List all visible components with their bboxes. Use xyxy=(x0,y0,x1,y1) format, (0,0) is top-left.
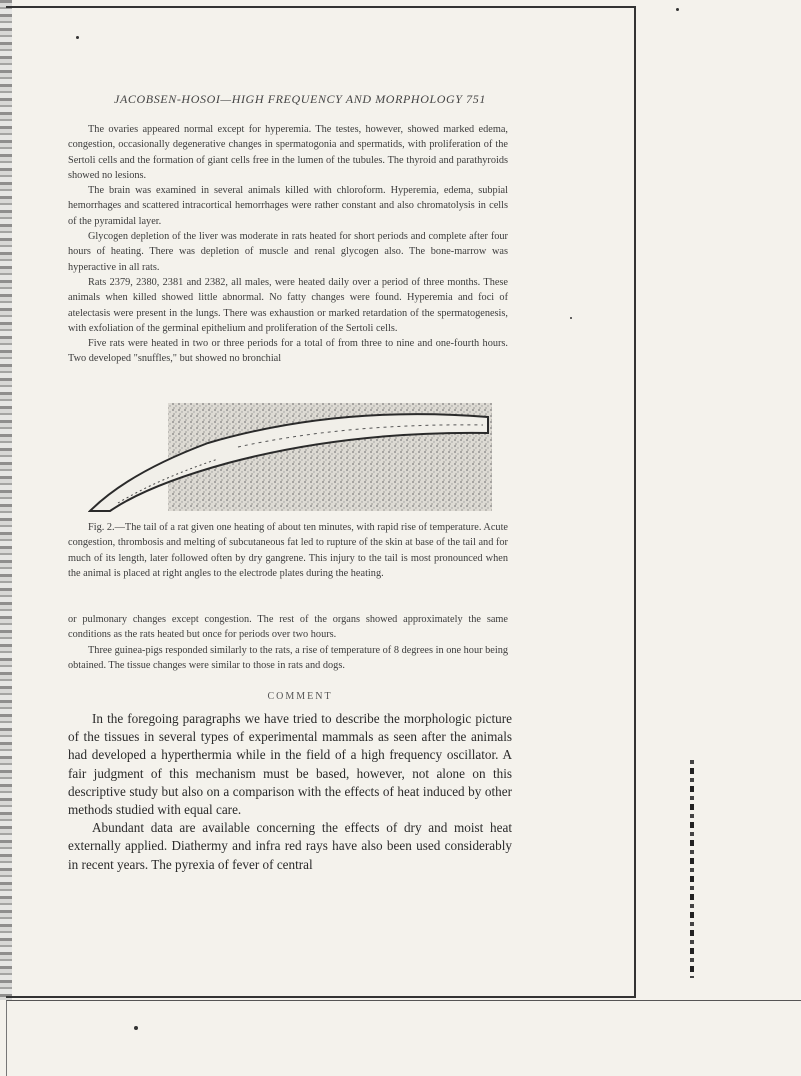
paragraph-ovaries: The ovaries appeared normal except for hyperemia. The testes, however, showed marked edema, congestion, occasionally degenerative changes in spermatogonia and spermatids, with proliferation of the Sertoli cells and the formation of giant cells free in the lumen of the tubules. The thyroid and parathyroids showed no lesions. xyxy=(68,124,508,181)
section-heading-comment: COMMENT xyxy=(267,691,333,702)
paragraph-five-rats: Five rats were heated in two or three periods for a total of from three to nine and one-fourth hours. Two developed "snuffles," but showed no bronchial xyxy=(68,338,508,365)
scan-speck xyxy=(676,8,679,11)
caption-text: Fig. 2.—The tail of a rat given one heating of about ten minutes, with rapid rise of temperature. Acute congestion, thrombosis and melting of subcutaneous fat led to rupture of the skin at base of the tail and for much of its length, later followed often by dry gangrene. This injury to the tail is most pronounced when the animal is placed at right angles to the electrode plates during the heating. xyxy=(68,522,508,579)
figure-rat-tail xyxy=(88,403,492,513)
scan-speck xyxy=(570,317,572,319)
under-page-border xyxy=(6,1000,801,1076)
scan-speck xyxy=(76,36,79,39)
paragraph-foregoing: In the foregoing paragraphs we have tried to describe the morphologic picture of the tissues in several types of experimental mammals as seen after the animals had developed a hyperthermia while in the field of a high frequency oscillator. A fair judgment of this mechanism must be based, however, not alone on this descriptive study but also on a comparison with the effects of heat induced by other methods studied with equal care. xyxy=(68,711,512,818)
margin-rule xyxy=(690,760,694,978)
paragraph-pulmonary: or pulmonary changes except congestion. The rest of the organs showed approximately the same conditions as the rats heated but once for periods over two hours. xyxy=(68,614,508,641)
paragraph-brain: The brain was examined in several animals killed with chloroform. Hyperemia, edema, subpial hemorrhages and scattered intracortical hemorrhages were rather constant and also chromatolysis in cells of the pyramidal layer. xyxy=(68,185,508,227)
scan-speck xyxy=(134,1026,138,1030)
paragraph-rats-daily: Rats 2379, 2380, 2381 and 2382, all males, were heated daily over a period of three months. These animals when killed showed little abnormal. No fatty changes were found. Hyperemia and foci of atelectasis were present in the lungs. There was exhaustion or marked retardation of the spermatogenesis, with exfoliation of the germinal epithelium and proliferation of the Sertoli cells. xyxy=(68,276,508,334)
body-text-middle xyxy=(68,612,508,673)
running-head: JACOBSEN-HOSOI—HIGH FREQUENCY AND MORPHOLOGY 751 xyxy=(114,92,486,106)
paragraph-glycogen: Glycogen depletion of the liver was moderate in rats heated for short periods and complete after four hours of heating. There was depletion of muscle and renal glycogen also. The bone-marrow was hyperactive in all rats. xyxy=(68,231,508,273)
body-text-top xyxy=(68,122,508,367)
paragraph-guinea-pigs: Three guinea-pigs responded similarly to the rats, a rise of temperature of 8 degrees in one hour being obtained. The tissue changes were similar to those in rats and dogs. xyxy=(68,644,508,671)
paragraph-abundant-data: Abundant data are available concerning the effects of dry and moist heat externally applied. Diathermy and infra red rays have also been used considerably in recent years. The pyrexia of fever of central xyxy=(68,820,512,872)
comment-body xyxy=(68,710,512,874)
figure-caption xyxy=(68,520,508,581)
